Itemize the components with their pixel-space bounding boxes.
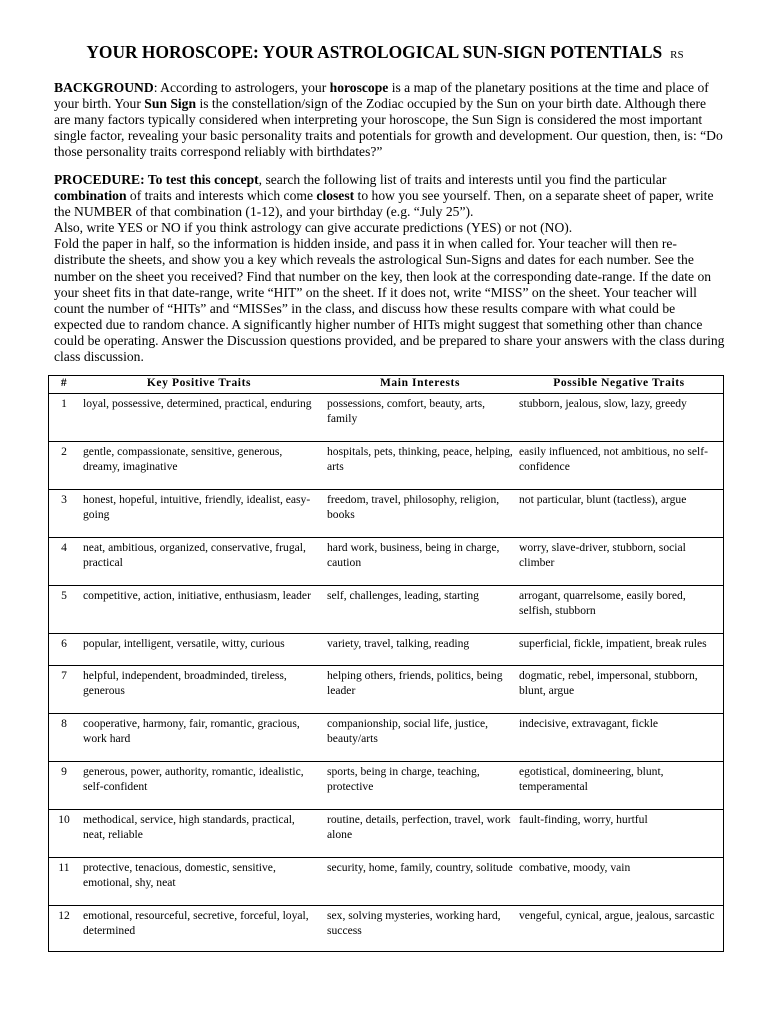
main-interests-cell: sports, being in charge, teaching, protective [327, 765, 480, 794]
main-interests-cell: variety, travel, talking, reading [327, 637, 470, 650]
background-text-2: is a map of the planetary positions at the time and place of your birth. Your [54, 80, 709, 112]
row-number: 11 [58, 861, 70, 874]
table-row [49, 633, 723, 665]
main-interests-cell: hard work, business, being in charge, caution [327, 541, 500, 570]
procedure-line-3: Fold the paper in half, so the information is hidden inside, and pass it in when called for. Your teacher will then re-distribute the sheets, and show you a key which reveals the astrological Sun-Signs and dates for each number. See the number on the sheet you received? Find that number on the key, then look at the corresponding date-range. If the date on your sheet fits in that date-range, write “HIT” on the sheet. If it does not, write “MISS” on the sheet. Your teacher will count the number of “HITs” and “MISSes” in the class, and discuss how these results compare with what could be expected due to random chance. A significantly higher number of HITs might suggest that something other than chance could be operating. Answer the Discussion questions provided, and be prepared to share your answers with the class during class discussion. [54, 236, 725, 365]
header-number: # [60, 377, 68, 389]
background-text-3: is the constellation/sign of the Zodiac occupied by the Sun on your birth date. Although there are many factors typically considered when interpreting your horoscope, the Sun Sign is considered the most important single factor, revealing your basic personality traits and potentials for growth and development. Our question, then, is: “Do those personality traits correspond reliably with birthdates?” [54, 96, 723, 160]
positive-traits-cell: protective, tenacious, domestic, sensitive, emotional, shy, neat [83, 861, 276, 890]
table-row [49, 857, 723, 905]
row-number: 4 [61, 541, 67, 554]
table-row [49, 665, 723, 713]
negative-traits-cell: superficial, fickle, impatient, break rules [519, 637, 707, 650]
row-divider [49, 905, 723, 906]
positive-traits-cell: cooperative, harmony, fair, romantic, gracious, work hard [83, 717, 300, 746]
procedure-label: PROCEDURE: To test this concept [54, 172, 259, 187]
positive-traits-cell: generous, power, authority, romantic, idealistic, self-confident [83, 765, 304, 794]
row-divider [49, 713, 723, 714]
main-interests-cell: companionship, social life, justice, beauty/arts [327, 717, 488, 746]
row-number: 12 [58, 909, 70, 922]
background-bold-horoscope: horoscope [329, 80, 389, 95]
title-tag: RS [670, 49, 684, 61]
negative-traits-cell: easily influenced, not ambitious, no self-confidence [519, 445, 708, 474]
procedure-line-2: Also, write YES or NO if you think astrology can give accurate predictions (YES) or not (NO). [54, 220, 573, 236]
main-interests-cell: freedom, travel, philosophy, religion, books [327, 493, 500, 522]
title-text: YOUR HOROSCOPE: YOUR ASTROLOGICAL SUN-SIGN POTENTIALS [86, 42, 663, 62]
positive-traits-cell: competitive, action, initiative, enthusiasm, leader [83, 589, 311, 602]
positive-traits-cell: emotional, resourceful, secretive, forceful, loyal, determined [83, 909, 309, 938]
negative-traits-cell: stubborn, jealous, slow, lazy, greedy [519, 397, 687, 410]
main-interests-cell: self, challenges, leading, starting [327, 589, 479, 602]
row-divider [49, 585, 723, 586]
negative-traits-cell: fault-finding, worry, hurtful [519, 813, 648, 826]
positive-traits-cell: loyal, possessive, determined, practical, enduring [83, 397, 312, 410]
positive-traits-cell: neat, ambitious, organized, conservative, frugal, practical [83, 541, 306, 570]
negative-traits-cell: not particular, blunt (tactless), argue [519, 493, 687, 506]
table-row [49, 585, 723, 633]
row-number: 3 [61, 493, 67, 506]
row-divider [49, 441, 723, 442]
background-bold-sun-sign: Sun Sign [144, 96, 197, 112]
procedure-text-1: , search the following list of traits and interests until you find the particular [258, 172, 667, 187]
negative-traits-cell: vengeful, cynical, argue, jealous, sarcastic [519, 909, 715, 922]
table-row [49, 489, 723, 537]
positive-traits-cell: helpful, independent, broadminded, tireless, generous [83, 669, 287, 698]
row-divider [49, 809, 723, 810]
positive-traits-cell: gentle, compassionate, sensitive, generous, dreamy, imaginative [83, 445, 283, 474]
table-header [49, 376, 723, 394]
positive-traits-cell: honest, hopeful, intuitive, friendly, idealist, easy-going [83, 493, 311, 522]
negative-traits-cell: combative, moody, vain [519, 861, 631, 874]
row-divider [49, 665, 723, 666]
main-interests-cell: sex, solving mysteries, working hard, success [327, 909, 501, 938]
header-negative-traits: Possible Negative Traits [553, 377, 685, 389]
row-number: 7 [61, 669, 67, 682]
header-main-interests: Main Interests [379, 377, 461, 389]
row-divider [49, 489, 723, 490]
table-row [49, 537, 723, 585]
row-number: 2 [61, 445, 67, 458]
table-row [49, 761, 723, 809]
row-number: 10 [58, 813, 70, 826]
main-interests-cell: routine, details, perfection, travel, work alone [327, 813, 511, 842]
procedure-paragraph [54, 172, 726, 365]
header-positive-traits: Key Positive Traits [146, 377, 252, 389]
table-row [49, 905, 723, 952]
row-divider [49, 761, 723, 762]
negative-traits-cell: arrogant, quarrelsome, easily bored, selfish, stubborn [519, 589, 686, 618]
procedure-text-3: to how you see yourself. Then, on a separate sheet of paper, write the NUMBER of that combination (1-12), and your birthday (e.g. “July 25”). [54, 188, 714, 220]
table-row [49, 441, 723, 489]
table-row [49, 393, 723, 441]
positive-traits-cell: methodical, service, high standards, practical, neat, reliable [83, 813, 295, 842]
row-number: 1 [61, 397, 67, 410]
background-label: BACKGROUND [54, 80, 154, 95]
main-interests-cell: hospitals, pets, thinking, peace, helping, arts [327, 445, 513, 474]
row-number: 8 [61, 717, 67, 730]
table-row [49, 809, 723, 857]
row-divider [49, 537, 723, 538]
negative-traits-cell: egotistical, domineering, blunt, temperamental [519, 765, 664, 794]
row-number: 5 [61, 589, 67, 602]
traits-table [48, 375, 724, 952]
background-paragraph [54, 80, 726, 160]
positive-traits-cell: popular, intelligent, versatile, witty, curious [83, 637, 285, 650]
page-title [0, 42, 770, 63]
negative-traits-cell: worry, slave-driver, stubborn, social climber [519, 541, 686, 570]
main-interests-cell: possessions, comfort, beauty, arts, family [327, 397, 485, 426]
procedure-bold-closest: closest [316, 188, 355, 204]
background-text-1: : According to astrologers, your [153, 80, 330, 95]
procedure-bold-combination: combination [54, 188, 127, 204]
table-row [49, 713, 723, 761]
row-number: 9 [61, 765, 67, 778]
negative-traits-cell: dogmatic, rebel, impersonal, stubborn, blunt, argue [519, 669, 698, 698]
main-interests-cell: helping others, friends, politics, being leader [327, 669, 503, 698]
row-divider [49, 633, 723, 634]
row-number: 6 [61, 637, 67, 650]
negative-traits-cell: indecisive, extravagant, fickle [519, 717, 659, 730]
procedure-text-2: of traits and interests which come [126, 188, 317, 204]
row-divider [49, 857, 723, 858]
main-interests-cell: security, home, family, country, solitude [327, 861, 513, 874]
